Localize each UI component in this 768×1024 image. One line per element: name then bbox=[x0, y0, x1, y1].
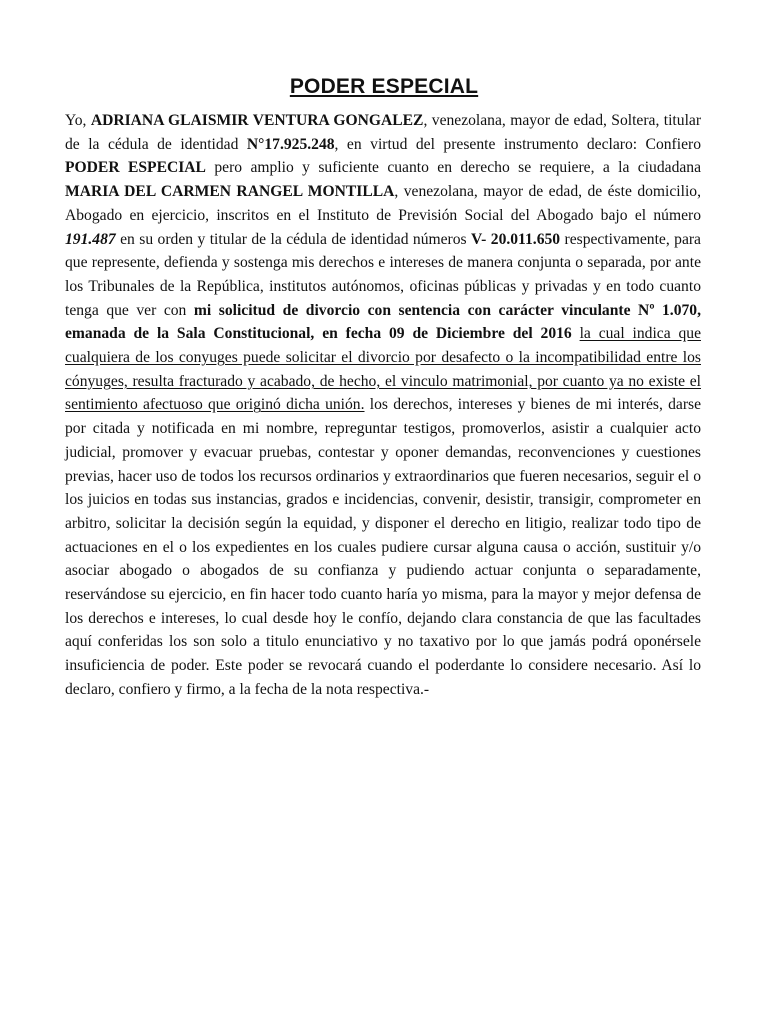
document-body bbox=[65, 109, 701, 702]
attorney-id-number: V- 20.011.650 bbox=[471, 230, 561, 248]
body-text: Yo, bbox=[65, 112, 91, 129]
power-type: PODER ESPECIAL bbox=[65, 159, 206, 177]
attorney-name: MARIA DEL CARMEN RANGEL MONTILLA bbox=[65, 183, 395, 201]
grantor-name: ADRIANA GLAISMIR VENTURA GONGALEZ bbox=[90, 112, 424, 129]
body-text: en su orden y titular de la cédula de identidad números bbox=[115, 230, 472, 248]
body-text: respectivamente, para que represente, defienda y sostenga mis derechos e intereses de manera conjunta o separada, por ante los Tribunales de la República, institutos autónomos, oficinas públicas y privadas y en todo cuanto tenga que ver con bbox=[65, 230, 701, 319]
body-text: , venezolana, mayor de edad, Soltera, titular de la cédula de identidad bbox=[65, 112, 702, 153]
divorce-request-reference: mi solicitud de divorcio con sentencia con carácter vinculante Nº 1.070, emanada de la Sala Constitucional, en fecha 09 de Diciembre del 2016 bbox=[65, 301, 701, 343]
body-text: pero amplio y suficiente cuanto en derecho se requiere, a la ciudadana bbox=[205, 159, 702, 177]
body-text: los derechos, intereses y bienes de mi interés, darse por citada y notificada en mi nombre, repreguntar testigos, promoverlos, asistir a cualquier acto judicial, promover y evacuar pruebas, contestar y oponer demandas, reconvenciones y cuestiones previas, hacer uso de todos los recursos ordinarios y extraordinarios que fueren necesarios, seguir el o los juicios en todas sus instancias, grados e incidencias, convenir, desistir, transigir, comprometer en arbitro, solicitar la decisión según la equidad, y disponer el derecho en litigio, realizar todo tipo de actuaciones en el o los expedientes en los cuales pudiere cursar alguna causa o acción, sustituir y/o asociar abogado o abogados de su confianza y pudiendo actuar conjunta o separadamente, reservándose su ejercicio, en fin hacer todo cuanto haría yo misma, para la mayor y mejor defensa de los derechos e intereses, lo cual desde hoy le confío, dejando clara constancia de que las facultades aquí conferidas los son solo a titulo enunciativo y no taxativo por lo que jamás podrá oponérsele insuficiencia de poder. Este poder se revocará cuando el poderdante lo considere necesario. Así lo declaro, confiero y firmo, a la fecha de la nota respectiva.- bbox=[65, 396, 702, 698]
body-text bbox=[572, 325, 580, 342]
underlined-clause: la cual indica que cualquiera de los conyuges puede solicitar el divorcio por desafecto o la incompatibilidad entre los cónyuges, resulta fracturado y acabado, de hecho, el vinculo matrimonial, por cuanto ya no existe el sentimiento afectuoso que originó dicha unión. bbox=[65, 325, 701, 414]
bar-registration-number: 191.487 bbox=[65, 230, 116, 248]
body-text: , venezolana, mayor de edad, de éste domicilio, Abogado en ejercicio, inscritos en el Instituto de Previsión Social del Abogado bajo el número bbox=[65, 183, 702, 224]
document-title: PODER ESPECIAL bbox=[289, 75, 479, 98]
body-text: , en virtud del presente instrumento declaro: Confiero bbox=[334, 135, 701, 153]
grantor-id-number: N°17.925.248 bbox=[246, 135, 335, 153]
